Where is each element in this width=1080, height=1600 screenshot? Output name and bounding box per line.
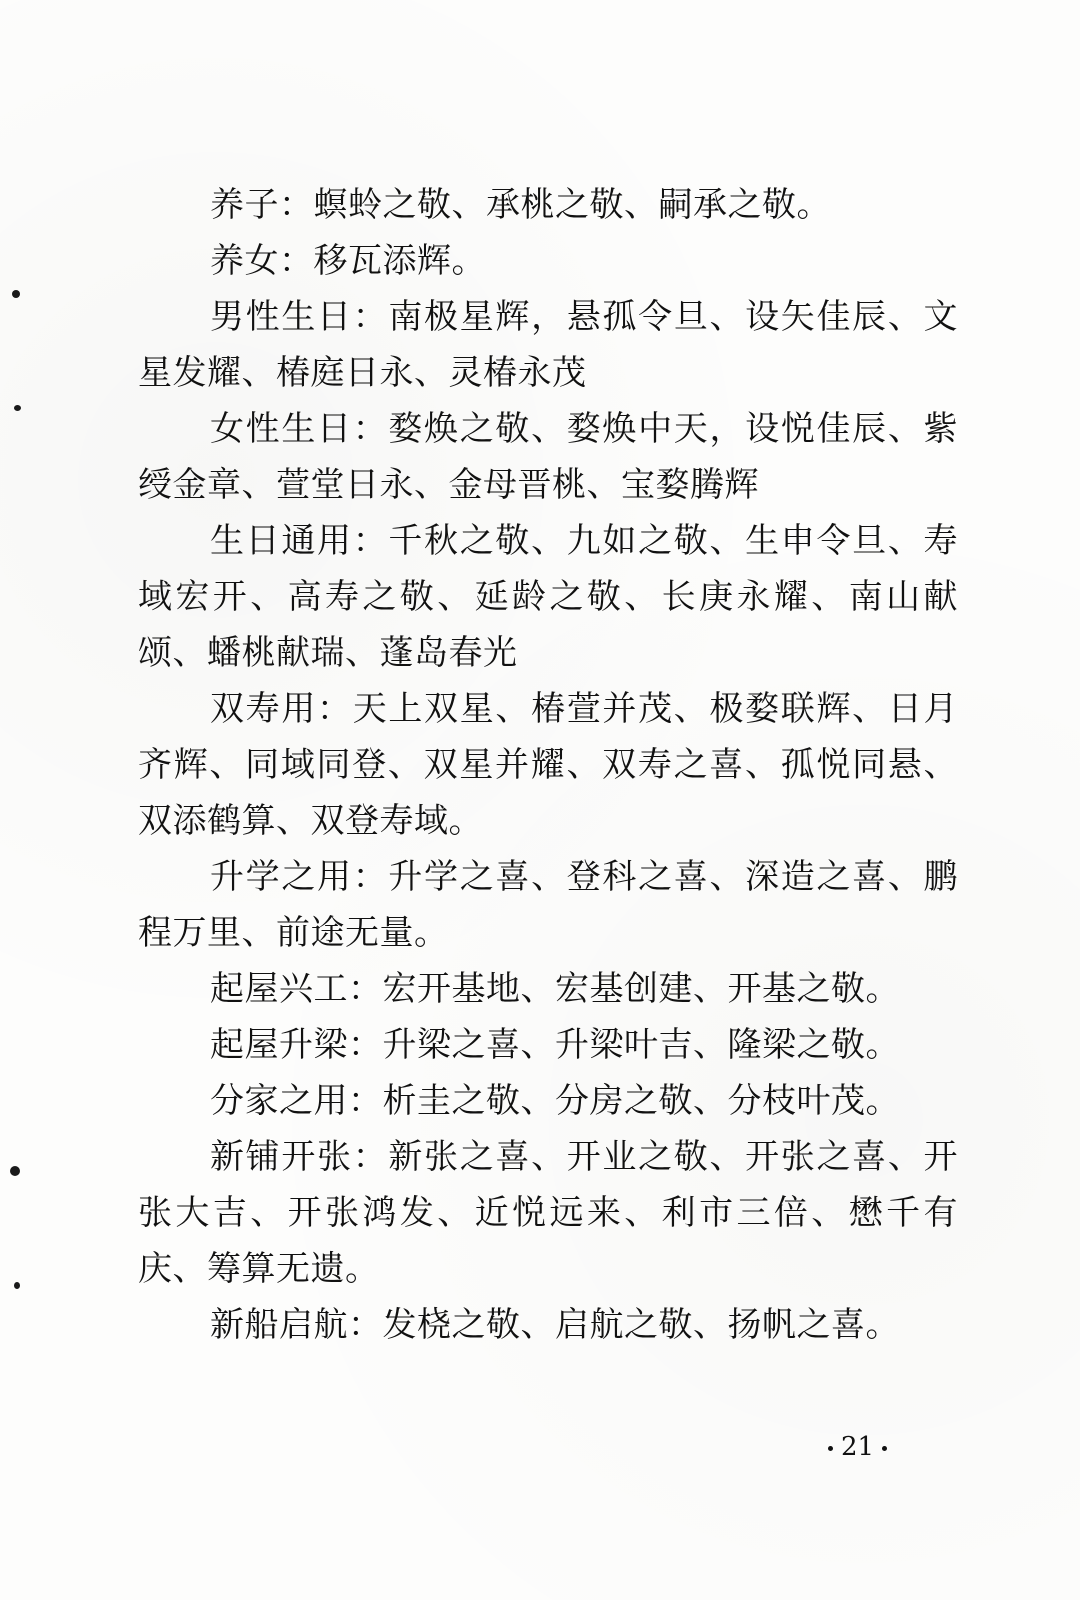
entry-ship-launch: 新船启航：发桡之敬、启航之敬、扬帆之喜。 xyxy=(210,1305,900,1345)
entry-family-division: 分家之用：析圭之敬、分房之敬、分枝叶茂。 xyxy=(210,1081,900,1121)
body-text xyxy=(138,177,958,1353)
page-number xyxy=(820,1432,895,1462)
scan-speck xyxy=(10,1166,20,1176)
scan-speck xyxy=(14,1282,20,1289)
entry-beam-raising: 起屋升梁：升梁之喜、升梁叶吉、隆梁之敬。 xyxy=(210,1025,900,1065)
entry-school-entry: 升学之用：升学之喜、登科之喜、深造之喜、鹏程万里、前途无量。 xyxy=(138,857,958,953)
bullet-dot xyxy=(882,1446,887,1451)
entry-house-construction: 起屋兴工：宏开基地、宏基创建、开基之敬。 xyxy=(210,969,900,1009)
page-number-value: 21 xyxy=(841,1432,875,1462)
entry-shop-opening: 新铺开张：新张之喜、开业之敬、开张之喜、开张大吉、开张鸿发、近悦远来、利市三倍、懋千有庆、筹算无遗。 xyxy=(138,1137,958,1289)
entry-adopted-son: 养子：螟蛉之敬、承桃之敬、嗣承之敬。 xyxy=(210,185,831,225)
entry-birthday-general: 生日通用：千秋之敬、九如之敬、生申令旦、寿域宏开、高寿之敬、延龄之敬、长庚永耀、南山献颂、蟠桃献瑞、蓬岛春光 xyxy=(138,521,958,673)
scan-speck xyxy=(14,405,21,411)
entry-double-longevity: 双寿用：天上双星、椿萱并茂、极婺联辉、日月齐辉、同域同登、双星并耀、双寿之喜、孤悦同悬、双添鹤算、双登寿域。 xyxy=(138,689,958,841)
entry-male-birthday: 男性生日：南极星辉，悬孤令旦、设矢佳辰、文星发耀、椿庭日永、灵椿永茂 xyxy=(138,297,958,393)
bullet-dot xyxy=(828,1446,833,1451)
scan-speck xyxy=(12,290,20,298)
entry-female-birthday: 女性生日：婺焕之敬、婺焕中天，设悦佳辰、紫绶金章、萱堂日永、金母晋桃、宝婺腾辉 xyxy=(138,409,958,505)
entry-adopted-daughter: 养女：移瓦添辉。 xyxy=(210,241,486,281)
